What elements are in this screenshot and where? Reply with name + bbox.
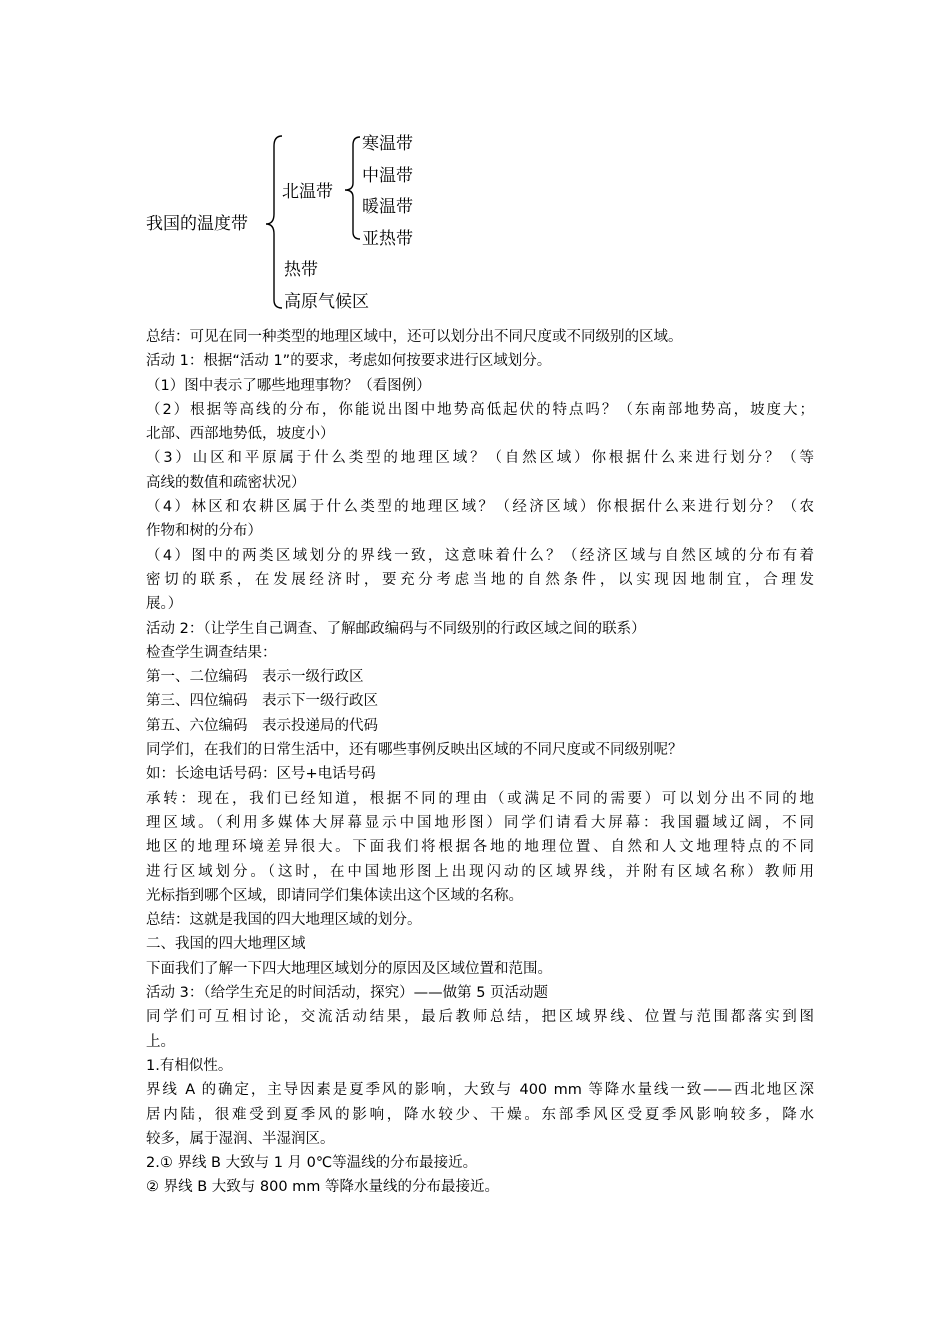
text-line: 1.有相似性。 — [146, 1057, 233, 1074]
text-line: 活动 3：（给学生充足的时间活动，探究）——做第 5 页活动题 — [146, 985, 549, 1002]
text-line: 活动 2：（让学生自己调查、了解邮政编码与不同级别的行政区域之间的联系） — [146, 620, 646, 637]
text-line: 如：长途电话号码：区号+电话号码 — [146, 766, 376, 783]
text-line: 总结：这就是我国的四大地理区域的划分。 — [146, 912, 422, 929]
text-line: 活动 1：根据“活动 1”的要求，考虑如何按要求进行区域划分。 — [146, 353, 552, 370]
section-heading: 二、我国的四大地理区域 — [146, 936, 306, 953]
text-line: 下面我们了解一下四大地理区域划分的原因及区域位置和范围。 — [146, 960, 552, 977]
text-line: 理区域。（利用多媒体大屏幕显示中国地形图）同学们请看大屏幕：我国疆域辽阔，不同 — [146, 814, 814, 831]
tree-sub-cold-temperate: 寒温带 — [362, 134, 413, 154]
text-line: 地区的地理环境差异很大。下面我们将根据各地的地理位置、自然和人文地理特点的不同 — [146, 839, 814, 856]
temperature-zone-tree — [146, 132, 466, 322]
text-line: 总结：可见在同一种类型的地理区域中，还可以划分出不同尺度或不同级别的区域。 — [146, 329, 683, 345]
tree-plateau: 高原气候区 — [284, 292, 369, 312]
text-line: 承转：现在，我们已经知道，根据不同的理由（或满足不同的需要）可以划分出不同的地 — [146, 790, 814, 807]
text-line: 同学们，在我们的日常生活中，还有哪些事例反映出区域的不同尺度或不同级别呢？ — [146, 742, 683, 759]
text-line: 居内陆，很难受到夏季风的影响，降水较少、干燥。东部季风区受夏季风影响较多，降水 — [146, 1106, 814, 1123]
text-line: （2）根据等高线的分布，你能说出图中地势高低起伏的特点吗？（东南部地势高，坡度大； — [146, 401, 814, 418]
text-line: 上。 — [146, 1033, 175, 1050]
text-line: 第三、四位编码 表示下一级行政区 — [146, 693, 378, 710]
text-line: 较多，属于湿润、半湿润区。 — [146, 1130, 335, 1147]
text-line: 进行区域划分。（这时，在中国地形图上出现闪动的区域界线，并附有区域名称）教师用 — [146, 863, 814, 880]
text-line: （4）图中的两类区域划分的界线一致，这意味着什么？（经济区域与自然区域的分布有着 — [146, 547, 814, 564]
text-line: 北部、西部地势低，坡度小） — [146, 426, 335, 443]
text-line: 光标指到哪个区域，即请同学们集体读出这个区域的名称。 — [146, 887, 523, 904]
tree-north-temperate: 北温带 — [282, 182, 333, 202]
text-line: ② 界线 B 大致与 800 mm 等降水量线的分布最接近。 — [146, 1179, 500, 1196]
tree-sub-subtropical: 亚热带 — [362, 229, 413, 249]
tree-root: 我国的温度带 — [146, 214, 248, 234]
text-line: 界线 A 的确定，主导因素是夏季风的影响，大致与 400 mm 等降水量线一致——西北地区深 — [146, 1082, 814, 1099]
text-line: 密切的联系，在发展经济时，要充分考虑当地的自然条件，以实现因地制宜，合理发 — [146, 571, 814, 588]
text-line: （1）图中表示了哪些地理事物？（看图例） — [146, 377, 431, 394]
text-line: 检查学生调查结果： — [146, 644, 277, 661]
tree-sub-warm-temperate: 暖温带 — [362, 197, 413, 217]
text-line: 2.① 界线 B 大致与 1 月 0℃等温线的分布最接近。 — [146, 1155, 478, 1172]
document-body — [146, 325, 814, 1200]
text-line: 第五、六位编码 表示投递局的代码 — [146, 717, 378, 734]
text-line: （4）林区和农耕区属于什么类型的地理区域？（经济区域）你根据什么来进行划分？（农 — [146, 499, 814, 516]
text-line: 高线的数值和疏密状况） — [146, 474, 306, 491]
text-line: （3）山区和平原属于什么类型的地理区域？（自然区域）你根据什么来进行划分？（等 — [146, 450, 814, 467]
text-line: 第一、二位编码 表示一级行政区 — [146, 669, 364, 686]
text-line: 同学们可互相讨论，交流活动结果，最后教师总结，把区域界线、位置与范围都落实到图 — [146, 1009, 814, 1026]
text-line: 展。） — [146, 596, 183, 613]
tree-sub-mid-temperate: 中温带 — [362, 166, 413, 186]
text-line: 作物和树的分布） — [146, 523, 262, 540]
tree-tropical: 热带 — [284, 260, 318, 280]
